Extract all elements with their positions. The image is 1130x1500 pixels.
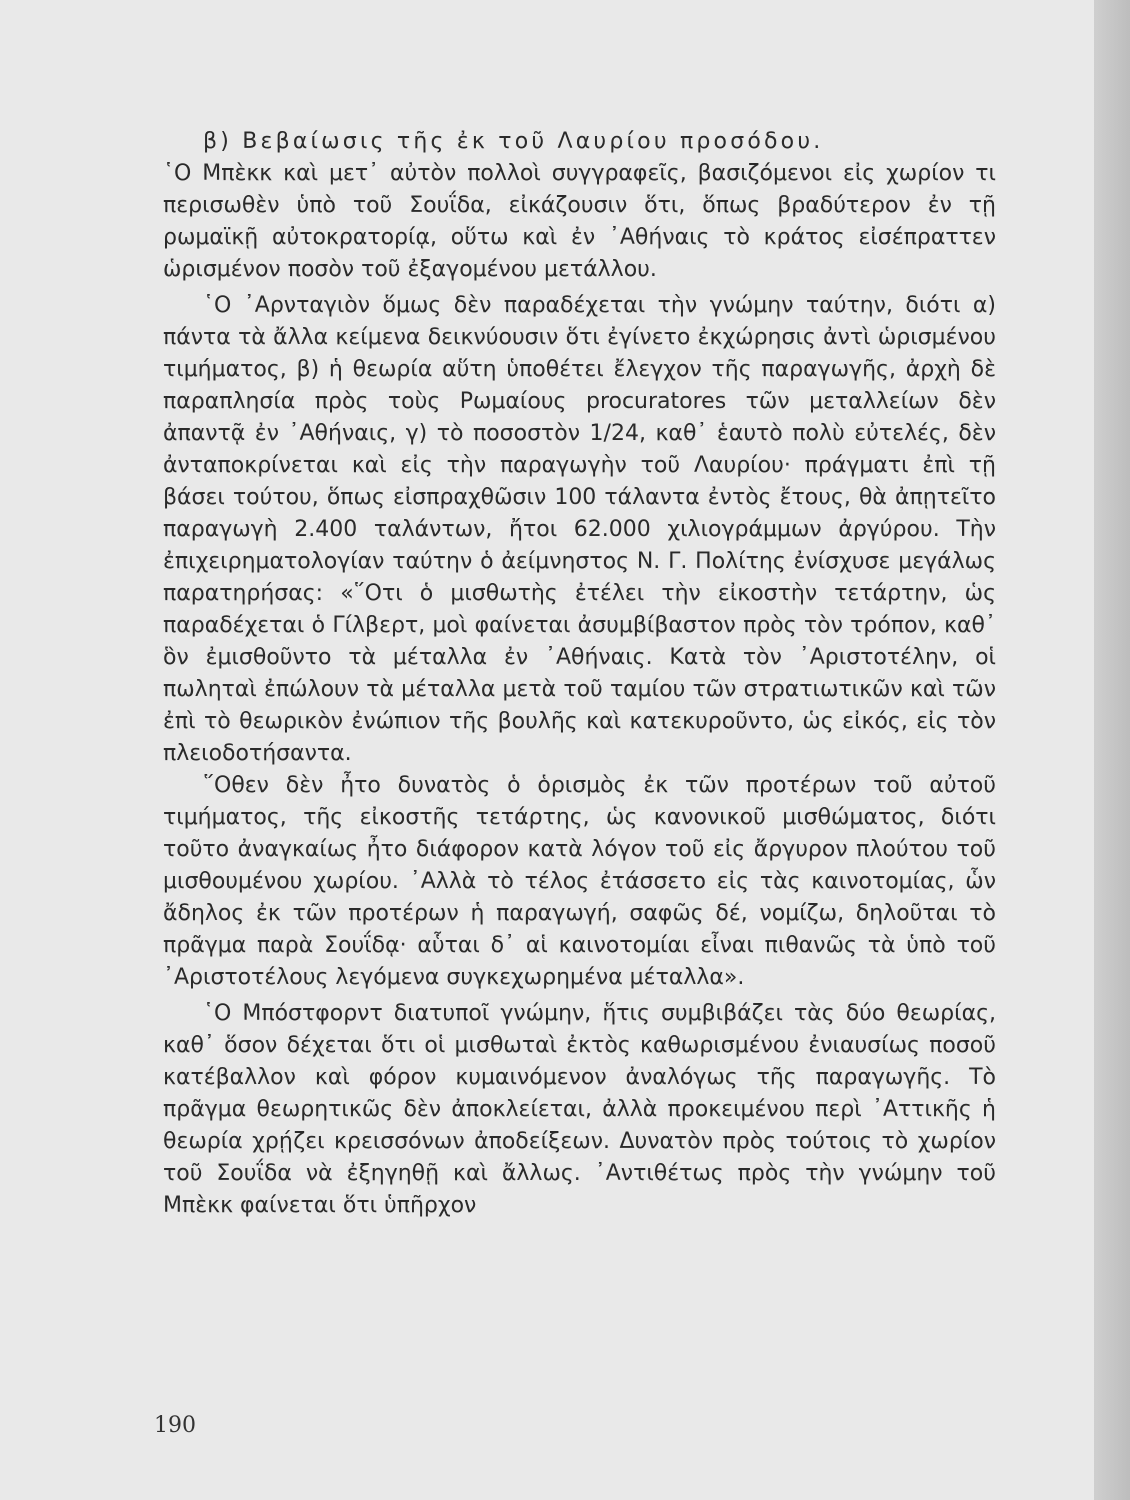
page-number: 190	[154, 1413, 196, 1438]
section-heading-line: β) Βεβαίωσις τῆς ἐκ τοῦ Λαυρίου προσόδου.	[203, 129, 824, 154]
paragraph-3: ῞Οθεν δὲν ἦτο δυνατὸς ὁ ὁρισμὸς ἐκ τῶν προτέρων τοῦ αὐτοῦ τιμήματος, τῆς εἰκοστῆς τετάρτης, ὡς κανονικοῦ μισθώματος, διότι τοῦτο ἀναγκαίως ἦτο διάφορον κατὰ λόγον τοῦ εἰς ἄργυρον πλούτου τοῦ μισθουμένου χωρίου. ᾿Αλλὰ τὸ τέλος ἐτάσσετο εἰς τὰς καινοτομίας, ὧν ἄδηλος ἐκ τῶν προτέρων ἡ παραγωγή, σαφῶς δέ, νομίζω, δηλοῦται τὸ πρᾶγμα παρὰ Σουΐδᾳ· αὗται δ᾽ αἱ καινοτομίαι εἶναι πιθανῶς τὰ ὑπὸ τοῦ ᾿Αριστοτέλους λεγόμενα συγκεχωρημένα μέταλλα».	[163, 773, 996, 990]
paragraph-1: ῾Ο Μπὲκκ καὶ μετ᾽ αὐτὸν πολλοὶ συγγραφεῖς, βασιζόμενοι εἰς χωρίον τι περισωθὲν ὑπὸ τοῦ Σουΐδα, εἰκάζουσιν ὅτι, ὅπως βραδύτερον ἐν τῇ ρωμαϊκῇ αὐτοκρατορίᾳ, οὕτω καὶ ἐν ᾿Αθήναις τὸ κράτος εἰσέπραττεν ὡρισμένον ποσὸν τοῦ ἐξαγομένου μετάλλου.	[163, 161, 996, 282]
paragraph-2: ῾Ο ᾿Αρνταγιὸν ὅμως δὲν παραδέχεται τὴν γνώμην ταύτην, διότι α) πάντα τὰ ἄλλα κείμενα δεικνύουσιν ὅτι ἐγίνετο ἐκχώρησις ἀντὶ ὡρισμένου τιμήματος, β) ἡ θεωρία αὕτη ὑποθέτει ἔλεγχον τῆς παραγωγῆς, ἀρχὴ δὲ παραπλησία πρὸς τοὺς Ρωμαίους procuratores τῶν μεταλλείων δὲν ἀπαντᾷ ἐν ᾿Αθήναις, γ) τὸ ποσοστὸν 1/24, καθ᾽ ἑαυτὸ πολὺ εὐτελές, δὲν ἀνταποκρίνεται καὶ εἰς τὴν παραγωγὴν τοῦ Λαυρίου· πράγματι ἐπὶ τῇ βάσει τούτου, ὅπως εἰσπραχθῶσιν 100 τάλαντα ἐντὸς ἔτους, θὰ ἀπῃτεῖτο παραγωγὴ 2.400 ταλάντων, ἤτοι 62.000 χιλιογράμμων ἀργύρου. Τὴν ἐπιχειρηματολογίαν ταύτην ὁ ἀείμνηστος Ν. Γ. Πολίτης ἐνίσχυσε μεγάλως παρατηρήσας: «῞Οτι ὁ μισθωτὴς ἐτέλει τὴν εἰκοστὴν τετάρτην, ὡς παραδέχεται ὁ Γίλβερτ, μοὶ φαίνεται ἀσυμβίβαστον πρὸς τὸν τρόπον, καθ᾽ ὃν ἐμισθοῦντο τὰ μέταλλα ἐν ᾿Αθήναις. Κατὰ τὸν ᾿Αριστοτέλην, οἱ πωληταὶ ἐπώλουν τὰ μέταλλα μετὰ τοῦ ταμίου τῶν στρατιωτικῶν καὶ τῶν ἐπὶ τὸ θεωρικὸν ἐνώπιον τῆς βουλῆς καὶ κατεκυροῦντο, ὡς εἰκός, εἰς τὸν πλειοδοτήσαντα.	[163, 293, 996, 766]
body-text	[163, 126, 996, 1222]
paragraph-4: ῾Ο Μπόστφορντ διατυποῖ γνώμην, ἥτις συμβιβάζει τὰς δύο θεωρίας, καθ᾽ ὅσον δέχεται ὅτι οἱ μισθωταὶ ἐκτὸς καθωρισμένου ἐνιαυσίως ποσοῦ κατέβαλλον καὶ φόρον κυμαινόμενον ἀναλόγως τῆς παραγωγῆς. Τὸ πρᾶγμα θεωρητικῶς δὲν ἀποκλείεται, ἀλλὰ προκειμένου περὶ ᾿Αττικῆς ἡ θεωρία χρῄζει κρεισσόνων ἀποδείξεων. Δυνατὸν πρὸς τούτοις τὸ χωρίον τοῦ Σουΐδα νὰ ἐξηγηθῇ καὶ ἄλλως. ᾿Αντιθέτως πρὸς τὴν γνώμην τοῦ Μπὲκκ φαίνεται ὅτι ὑπῆρχον	[163, 1001, 996, 1218]
book-gutter	[1094, 0, 1130, 1500]
